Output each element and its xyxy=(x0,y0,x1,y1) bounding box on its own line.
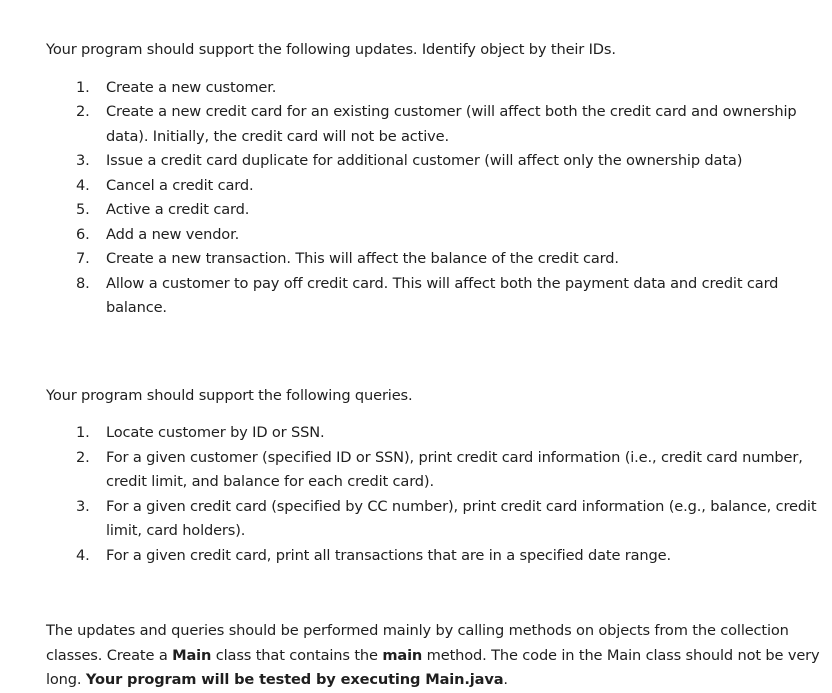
list-text: Cancel a credit card. xyxy=(106,176,254,194)
list-text: Locate customer by ID or SSN. xyxy=(106,424,325,441)
closing-text: The updates and queries should be performed mainly by calling methods on objects from the collection classes. Create a xyxy=(46,622,789,664)
list-text: Issue a credit card duplicate for additional customer (will affect only the ownership data) xyxy=(106,152,743,169)
list-number: 5. xyxy=(76,201,90,218)
main-class-name: Main xyxy=(172,646,212,664)
list-number: 2. xyxy=(76,103,90,120)
list-item xyxy=(46,272,826,321)
list-text: For a given customer (specified ID or SSN), print credit card information (i.e., credit card number, credit limit, and balance for each credit card). xyxy=(106,448,803,490)
list-item xyxy=(46,76,826,101)
list-text: Create a new customer. xyxy=(106,78,277,96)
list-number: 1. xyxy=(76,78,90,96)
list-item xyxy=(46,421,826,446)
list-text: For a given credit card (specified by CC number), print credit card information (e.g., balance, credit limit, card holders). xyxy=(106,497,817,539)
list-number: 4. xyxy=(76,546,90,564)
list-item xyxy=(46,198,826,223)
testing-note: Your program will be tested by executing Main.java xyxy=(85,671,504,688)
list-text: Active a credit card. xyxy=(106,201,250,218)
queries-intro: Your program should support the following queries. xyxy=(46,386,413,404)
list-number: 3. xyxy=(76,497,90,515)
closing-text: . xyxy=(503,671,508,688)
updates-list xyxy=(46,76,826,321)
list-text: Add a new vendor. xyxy=(106,225,240,243)
list-item xyxy=(46,544,826,569)
list-text: For a given credit card, print all transactions that are in a specified date range. xyxy=(106,546,671,564)
list-number: 1. xyxy=(76,424,90,441)
list-text: Create a new transaction. This will affect the balance of the credit card. xyxy=(106,250,619,267)
list-text: Create a new credit card for an existing customer (will affect both the credit card and ownership data). Initially, the credit card will not be active. xyxy=(106,103,797,145)
list-number: 7. xyxy=(76,250,90,267)
list-number: 4. xyxy=(76,176,90,194)
list-item xyxy=(46,223,826,248)
list-item xyxy=(46,495,826,544)
main-method-name: main xyxy=(382,646,423,664)
closing-text: class that contains the xyxy=(211,646,383,664)
list-number: 3. xyxy=(76,152,90,169)
document-body xyxy=(46,38,826,693)
list-number: 8. xyxy=(76,274,90,292)
list-item xyxy=(46,446,826,495)
list-number: 6. xyxy=(76,225,90,243)
list-item xyxy=(46,247,826,272)
list-item xyxy=(46,100,826,149)
closing-text: method. The code in the Main class should not be very long. xyxy=(46,646,820,688)
updates-intro: Your program should support the following updates. Identify object by their IDs. xyxy=(46,41,616,58)
list-item xyxy=(46,174,826,199)
list-number: 2. xyxy=(76,448,90,466)
closing-paragraph xyxy=(46,619,826,693)
list-text: Allow a customer to pay off credit card. This will affect both the payment data and credit card balance. xyxy=(106,274,779,316)
queries-list xyxy=(46,421,826,568)
list-item xyxy=(46,149,826,174)
